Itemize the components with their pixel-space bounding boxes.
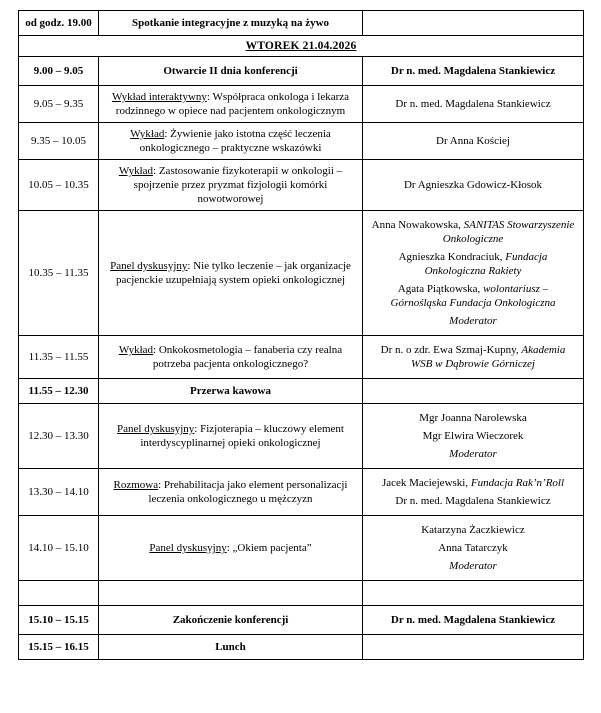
text-segment: Fundacja Rak’n’Roll [470,477,565,489]
text-segment: : Fizjoterapia – kluczowy element interdyscyplinarnej opieki onkologicznej [140,423,344,449]
event-type-label: Panel dyskusyjny [110,260,188,272]
event-cell [99,11,363,36]
event-cell [99,160,363,211]
event-type-label: Wykład [130,128,165,140]
day-title: WTOREK 21.04.2026 [245,40,357,52]
schedule-row [19,635,584,660]
spacer-row [19,581,584,606]
event-cell [99,606,363,635]
event-type-label: Rozmowa [113,479,159,491]
time-cell: 12.30 – 13.30 [19,404,99,469]
text-segment: Dr n. med. Magdalena Stankiewicz [390,614,556,626]
schedule-row [19,606,584,635]
text-segment: Fundacja Onkologiczna Rakiety [424,251,548,277]
text-segment: Moderator [449,448,497,460]
speaker-line [371,218,575,246]
speaker-cell [363,516,584,581]
speaker-cell [363,336,584,379]
speaker-line [371,97,575,111]
schedule-row [19,516,584,581]
event-cell [99,404,363,469]
text-segment: : Zastosowanie fizykoterapii w onkologii – spojrzenie przez pryzmat fizjologii komórki nowotworowej [133,165,343,205]
speaker-line [371,476,575,490]
event-cell [99,635,363,660]
speaker-cell [363,581,584,606]
time-cell: 13.30 – 14.10 [19,469,99,516]
schedule-row [19,469,584,516]
text-segment: Dr n. med. Magdalena Stankiewicz [390,65,556,77]
speaker-cell [363,469,584,516]
time-cell: 15.10 – 15.15 [19,606,99,635]
schedule-row [19,123,584,160]
schedule-row [19,336,584,379]
text-segment: Zakończenie konferencji [172,614,289,626]
speaker-line [371,494,575,508]
schedule-table [18,10,584,660]
time-cell: 11.35 – 11.55 [19,336,99,379]
speaker-cell [363,404,584,469]
text-segment: Moderator [449,560,497,572]
time-cell: 10.35 – 11.35 [19,211,99,336]
speaker-line [371,178,575,192]
event-type-label: Panel dyskusyjny [117,423,195,435]
text-segment: Lunch [215,641,246,653]
time-cell: 15.15 – 16.15 [19,635,99,660]
text-segment: Dr n. o zdr. Ewa Szmaj-Kupny, [380,344,522,356]
day-header-row [19,36,584,57]
text-segment: Jacek Maciejewski, [381,477,471,489]
event-cell [99,86,363,123]
text-segment: Moderator [449,315,497,327]
text-segment: Mgr Elwira Wieczorek [422,430,524,442]
schedule-row [19,211,584,336]
event-cell [99,57,363,86]
text-segment: wolontariusz – Górnośląska Fundacja Onkologiczna [390,283,556,309]
speaker-line [371,64,575,78]
event-cell [99,379,363,404]
speaker-line [371,447,575,461]
speaker-cell [363,379,584,404]
speaker-line [371,429,575,443]
time-cell: 9.35 – 10.05 [19,123,99,160]
text-segment: Dr n. med. Magdalena Stankiewicz [395,98,551,110]
time-cell: 9.05 – 9.35 [19,86,99,123]
speaker-line [371,541,575,555]
event-cell [99,123,363,160]
speaker-line [371,613,575,627]
text-segment: Agnieszka Kondraciuk, [398,251,506,263]
text-segment: Dr n. med. Magdalena Stankiewicz [395,495,551,507]
text-segment: : Współpraca onkologa i lekarza rodzinnego w opiece nad pacjentem onkologicznym [115,91,350,117]
text-segment: Katarzyna Żaczkiewicz [421,524,525,536]
speaker-line [371,343,575,371]
text-segment: Dr Anna Kościej [436,135,510,147]
speaker-line [371,282,575,310]
speaker-line [371,559,575,573]
speaker-cell [363,160,584,211]
schedule-row [19,160,584,211]
text-segment: : Nie tylko leczenie – jak organizacje pacjenckie uzupełniają system opieki onkologicznej [115,260,351,286]
text-segment: Agata Piątkowska, [397,283,484,295]
event-type-label: Wykład interaktywny [111,91,207,103]
event-cell [99,211,363,336]
text-segment: Akademia WSB w Dąbrowie Górniczej [411,344,566,370]
text-segment: : Onkokosmetologia – fanaberia czy realna potrzeba pacjenta onkologicznego? [152,344,343,370]
text-segment: Spotkanie integracyjne z muzyką na żywo [131,17,330,29]
schedule-row [19,86,584,123]
event-cell [99,581,363,606]
speaker-cell [363,635,584,660]
speaker-cell [363,11,584,36]
text-segment: : Prehabilitacja jako element personalizacji leczenia onkologicznego u mężczyzn [148,479,348,505]
speaker-cell [363,123,584,160]
text-segment: : „Okiem pacjenta” [226,542,312,554]
text-segment: Dr Agnieszka Gdowicz-Kłosok [403,179,543,191]
speaker-line [371,134,575,148]
day-header-cell [19,36,584,57]
text-segment: Anna Nowakowska, [371,219,464,231]
speaker-line [371,411,575,425]
text-segment: Anna Tatarczyk [438,542,508,554]
schedule-row [19,404,584,469]
event-cell [99,469,363,516]
event-cell [99,516,363,581]
schedule-row [19,379,584,404]
schedule-row [19,57,584,86]
text-segment: Przerwa kawowa [190,385,271,397]
speaker-line [371,523,575,537]
speaker-line [371,314,575,328]
event-type-label: Wykład [118,344,154,356]
speaker-cell [363,211,584,336]
event-type-label: Wykład [118,165,154,177]
time-cell: 9.00 – 9.05 [19,57,99,86]
time-cell: 11.55 – 12.30 [19,379,99,404]
time-cell: od godz. 19.00 [19,11,99,36]
time-cell: 14.10 – 15.10 [19,516,99,581]
time-cell: 10.05 – 10.35 [19,160,99,211]
event-type-label: Panel dyskusyjny [149,542,227,554]
time-cell [19,581,99,606]
text-segment: : Żywienie jako istotna część leczenia onkologicznego – praktyczne wskazówki [139,128,331,154]
speaker-cell [363,86,584,123]
speaker-cell [363,57,584,86]
text-segment: SANITAS Stowarzyszenie Onkologiczne [442,219,575,245]
text-segment: Mgr Joanna Narolewska [419,412,527,424]
speaker-cell [363,606,584,635]
speaker-line [371,250,575,278]
event-cell [99,336,363,379]
text-segment: Otwarcie II dnia konferencji [163,65,298,77]
schedule-row [19,11,584,36]
